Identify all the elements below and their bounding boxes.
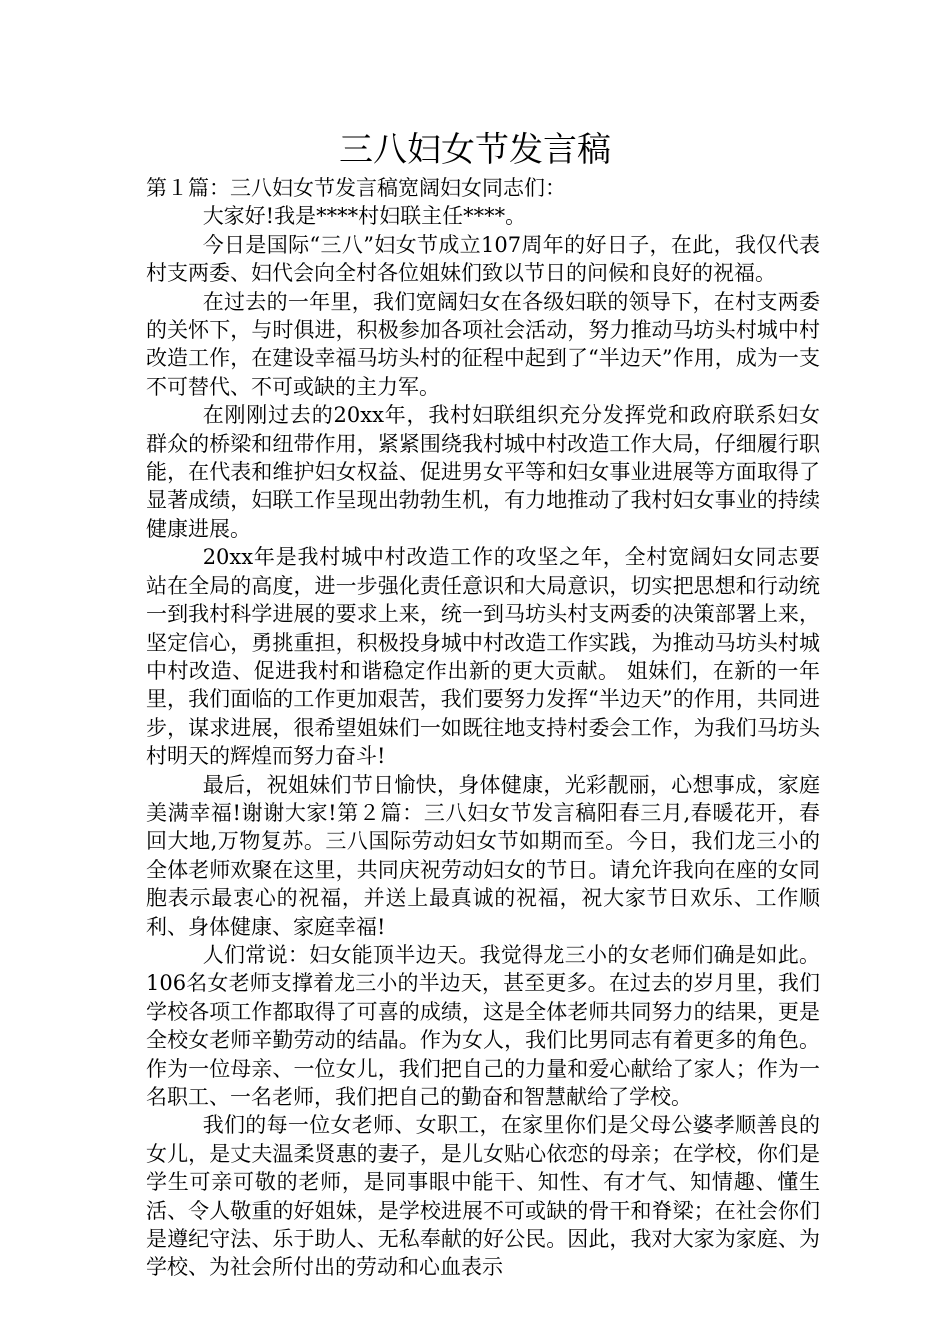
paragraph: 今日是国际“三八”妇女节成立107周年的好日子，在此，我仅代表村支两委、妇代会向全村各位姐妹们致以节日的问候和良好的祝福。 xyxy=(146,232,820,286)
paragraph: 20xx年是我村城中村改造工作的攻坚之年，全村宽阔妇女同志要站在全局的高度，进一步强化责任意识和大局意识，切实把思想和行动统一到我村科学进展的要求上来，统一到马坊头村支两委的决策部署上来，坚定信心，勇挑重担，积极投身城中村改造工作实践，为推动马坊头村城中村改造、促进我村和谐稳定作出新的更大贡献。 姐妹们，在新的一年里，我们面临的工作更加艰苦，我们要努力发挥“半边天”的作用，共同进步，谋求进展，很希望姐妹们一如既往地支持村委会工作，为我们马坊头村明天的辉煌而努力奋斗! xyxy=(146,545,820,769)
paragraph: 大家好!我是****村妇联主任****。 xyxy=(202,204,527,229)
paragraph: 在刚刚过去的20xx年，我村妇联组织充分发挥党和政府联系妇女群众的桥梁和纽带作用，紧紧围绕我村城中村改造工作大局，仔细履行职能，在代表和维护妇女权益、促进男女平等和妇女事业进展等方面取得了显著成绩，妇联工作呈现出勃勃生机，有力地推动了我村妇女事业的持续健康进展。 xyxy=(146,403,820,541)
paragraph-heading: 第１篇：三八妇女节发言稿宽阔妇女同志们： xyxy=(146,176,566,200)
document-title: 三八妇女节发言稿 xyxy=(339,130,611,170)
document-body xyxy=(146,174,820,1282)
paragraph: 人们常说：妇女能顶半边天。我觉得龙三小的女老师们确是如此。106名女老师支撑着龙三小的半边天，甚至更多。在过去的岁月里，我们学校各项工作都取得了可喜的成绩，这是全体老师共同努力的结果，更是全校女老师辛勤劳动的结晶。作为女人，我们比男同志有着更多的角色。作为一位母亲、一位女儿，我们把自己的力量和爱心献给了家人；作为一名职工、一名老师，我们把自己的勤奋和智慧献给了学校。 xyxy=(146,942,820,1109)
paragraph: 最后，祝姐妹们节日愉快，身体健康，光彩靓丽，心想事成，家庭美满幸福!谢谢大家!第２篇：三八妇女节发言稿阳春三月,春暖花开，春回大地,万物复苏。三八国际劳动妇女节如期而至。今日，我们龙三小的全体老师欢聚在这里，共同庆祝劳动妇女的节日。请允许我向在座的女同胞表示最衷心的祝福，并送上最真诚的祝福，祝大家节日欢乐、工作顺利、身体健康、家庭幸福! xyxy=(146,772,820,939)
paragraph: 我们的每一位女老师、女职工，在家里你们是父母公婆孝顺善良的女儿，是丈夫温柔贤惠的妻子，是儿女贴心依恋的母亲；在学校，你们是学生可亲可敬的老师，是同事眼中能干、知性、有才气、知情趣、懂生活、令人敬重的好姐妹，是学校进展不可或缺的骨干和脊梁；在社会你们是遵纪守法、乐于助人、无私奉献的好公民。因此，我对大家为家庭、为学校、为社会所付出的劳动和心血表示 xyxy=(146,1113,820,1280)
paragraph: 在过去的一年里，我们宽阔妇女在各级妇联的领导下，在村支两委的关怀下，与时俱进，积极参加各项社会活动，努力推动马坊头村城中村改造工作，在建设幸福马坊头村的征程中起到了“半边天”作用，成为一支不可替代、不可或缺的主力军。 xyxy=(146,289,820,399)
